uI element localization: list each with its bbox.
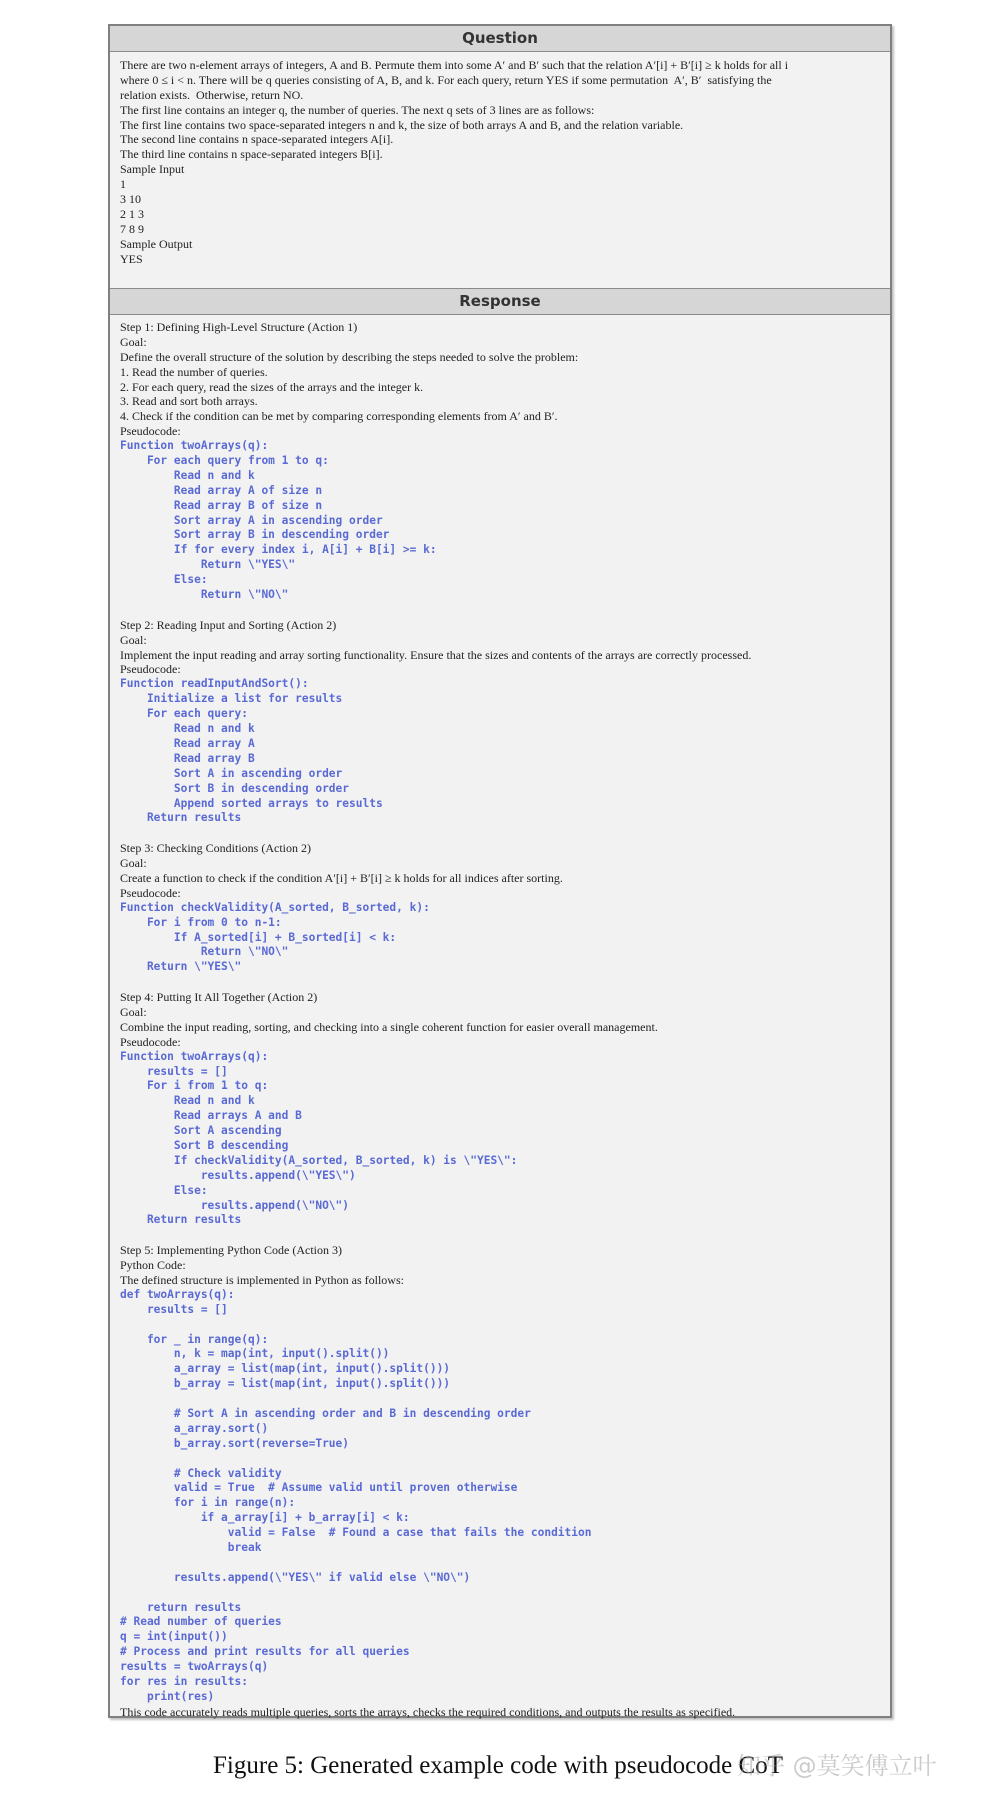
example-figure-box bbox=[108, 24, 892, 1718]
question-content bbox=[120, 58, 882, 266]
code-line: Read n and k bbox=[120, 722, 255, 736]
code-line: # Read number of queries bbox=[120, 1615, 282, 1629]
response-text-line: Goal: bbox=[120, 856, 147, 871]
code-line: Read array A of size n bbox=[120, 483, 323, 497]
blank-line bbox=[120, 826, 882, 841]
response-text-line: Step 4: Putting It All Together (Action 2) bbox=[120, 990, 318, 1005]
response-text-line: Python Code: bbox=[120, 1258, 186, 1273]
question-line: 1 bbox=[120, 177, 126, 192]
code-line: Return results bbox=[120, 1213, 242, 1227]
response-text-line: This code accurately reads multiple queries, sorts the arrays, checks the required conditions, and outputs the results as specified. bbox=[120, 1704, 736, 1719]
code-line: print(res) bbox=[120, 1689, 215, 1703]
question-line: The third line contains n space-separated integers B[i]. bbox=[120, 147, 383, 162]
code-line: Read n and k bbox=[120, 1094, 255, 1108]
question-line: The first line contains an integer q, the number of queries. The next q sets of 3 lines are as follows: bbox=[120, 102, 595, 117]
code-line: Return \"NO\" bbox=[120, 945, 289, 959]
response-text-line: Create a function to check if the condition A′[i] + B′[i] ≥ k holds for all indices after sorting. bbox=[120, 870, 563, 885]
code-line: break bbox=[120, 1541, 262, 1555]
code-line: q = int(input()) bbox=[120, 1630, 228, 1644]
code-line: Function twoArrays(q): bbox=[120, 439, 269, 453]
figure-caption: Figure 5: Generated example code with pseudocode CoT bbox=[213, 1752, 783, 1779]
response-header: Response bbox=[110, 288, 890, 315]
code-line: # Check validity bbox=[120, 1466, 282, 1480]
response-text-line: Step 1: Defining High-Level Structure (Action 1) bbox=[120, 320, 358, 334]
question-line: 3 10 bbox=[120, 192, 141, 207]
code-line: a_array.sort() bbox=[120, 1421, 269, 1435]
question-line: The first line contains two space-separated integers n and k, the size of both arrays A and B, and the relation variable. bbox=[120, 117, 684, 132]
response-text-line: Step 2: Reading Input and Sorting (Action 2) bbox=[120, 617, 337, 632]
code-line: Sort A ascending bbox=[120, 1124, 282, 1138]
code-line: If for every index i, A[i] + B[i] >= k: bbox=[120, 543, 437, 557]
code-line: Sort array A in ascending order bbox=[120, 513, 383, 527]
question-line: There are two n-element arrays of integers, A and B. Permute them into some A′ and B′ such that the relation A′[i] + B′[i] ≥ k holds for all i bbox=[120, 58, 789, 72]
response-text-line: Step 5: Implementing Python Code (Action 3) bbox=[120, 1243, 342, 1258]
question-line: relation exists. Otherwise, return NO. bbox=[120, 87, 304, 102]
question-line: 7 8 9 bbox=[120, 221, 144, 236]
blank-line bbox=[120, 975, 882, 990]
code-line: b_array.sort(reverse=True) bbox=[120, 1436, 350, 1450]
code-line: # Sort A in ascending order and B in descending order bbox=[120, 1407, 531, 1421]
code-line: Function readInputAndSort(): bbox=[120, 677, 309, 691]
code-line: If A_sorted[i] + B_sorted[i] < k: bbox=[120, 930, 397, 944]
blank-line bbox=[120, 1318, 882, 1333]
code-line: Return \"YES\" bbox=[120, 960, 242, 974]
question-line: 2 1 3 bbox=[120, 206, 144, 221]
blank-line bbox=[120, 1228, 882, 1243]
response-text-line: Goal: bbox=[120, 334, 147, 349]
response-text-line: 4. Check if the condition can be met by comparing corresponding elements from A′ and B′. bbox=[120, 409, 558, 424]
code-line: a_array = list(map(int, input().split())) bbox=[120, 1362, 451, 1376]
code-line: results.append(\"YES\") bbox=[120, 1168, 356, 1182]
code-line: for i in range(n): bbox=[120, 1496, 296, 1510]
response-text-line: Step 3: Checking Conditions (Action 2) bbox=[120, 841, 311, 856]
code-line: results = [] bbox=[120, 1064, 228, 1078]
code-line: for res in results: bbox=[120, 1675, 248, 1689]
response-text-line: Define the overall structure of the solution by describing the steps needed to solve the problem: bbox=[120, 349, 579, 364]
code-line: def twoArrays(q): bbox=[120, 1287, 235, 1301]
code-line: if a_array[i] + b_array[i] < k: bbox=[120, 1511, 410, 1525]
response-text-line: Pseudocode: bbox=[120, 1034, 181, 1049]
response-text-line: Pseudocode: bbox=[120, 885, 181, 900]
code-line: return results bbox=[120, 1600, 242, 1614]
code-line: Else: bbox=[120, 573, 208, 587]
response-text-line: 3. Read and sort both arrays. bbox=[120, 394, 258, 409]
question-line: Sample Input bbox=[120, 162, 185, 177]
code-line: Function twoArrays(q): bbox=[120, 1049, 269, 1063]
code-line: For i from 0 to n-1: bbox=[120, 915, 282, 929]
response-text-line: Combine the input reading, sorting, and checking into a single coherent function for easier overall management. bbox=[120, 1019, 658, 1034]
blank-line bbox=[120, 1556, 882, 1571]
blank-line bbox=[120, 1392, 882, 1407]
code-line: Sort A in ascending order bbox=[120, 766, 343, 780]
blank-line bbox=[120, 603, 882, 618]
watermark: 知乎 @莫笑傅立叶 bbox=[737, 1752, 937, 1780]
question-line: The second line contains n space-separated integers A[i]. bbox=[120, 132, 394, 147]
response-text-line: The defined structure is implemented in Python as follows: bbox=[120, 1273, 404, 1287]
code-line: results.append(\"NO\") bbox=[120, 1198, 350, 1212]
question-line: YES bbox=[120, 251, 143, 266]
blank-line bbox=[120, 1452, 882, 1467]
question-header: Question bbox=[110, 26, 890, 52]
response-text-line: Goal: bbox=[120, 1004, 147, 1019]
question-line: where 0 ≤ i < n. There will be q queries consisting of A, B, and k. For each query, return YES if some permutation A′, B′ satisfying the bbox=[120, 72, 772, 87]
code-line: Read array B bbox=[120, 751, 255, 765]
code-line: For each query: bbox=[120, 707, 248, 721]
response-content bbox=[120, 320, 882, 1720]
code-line: # Process and print results for all queries bbox=[120, 1645, 410, 1659]
code-line: For each query from 1 to q: bbox=[120, 454, 329, 468]
code-line: for _ in range(q): bbox=[120, 1332, 269, 1346]
code-line: Return \"NO\" bbox=[120, 588, 289, 602]
code-line: Else: bbox=[120, 1183, 208, 1197]
code-line: Read arrays A and B bbox=[120, 1109, 302, 1123]
response-text-line: Pseudocode: bbox=[120, 424, 181, 439]
code-line: Function checkValidity(A_sorted, B_sorted, k): bbox=[120, 900, 430, 914]
code-line: valid = False # Found a case that fails the condition bbox=[120, 1526, 592, 1540]
code-line: For i from 1 to q: bbox=[120, 1079, 269, 1093]
code-line: If checkValidity(A_sorted, B_sorted, k) is \"YES\": bbox=[120, 1153, 518, 1167]
code-line: results = [] bbox=[120, 1302, 228, 1316]
blank-line bbox=[120, 1586, 882, 1601]
code-line: Append sorted arrays to results bbox=[120, 796, 383, 810]
code-line: b_array = list(map(int, input().split())) bbox=[120, 1377, 451, 1391]
code-line: results.append(\"YES\" if valid else \"NO\") bbox=[120, 1570, 471, 1584]
response-text-line: Implement the input reading and array sorting functionality. Ensure that the sizes and contents of the arrays are correctly processed. bbox=[120, 647, 752, 662]
code-line: Read array A bbox=[120, 736, 255, 750]
response-text-line: 1. Read the number of queries. bbox=[120, 364, 268, 379]
response-text-line: 2. For each query, read the sizes of the arrays and the integer k. bbox=[120, 379, 424, 394]
code-line: n, k = map(int, input().split()) bbox=[120, 1347, 390, 1361]
code-line: Sort array B in descending order bbox=[120, 528, 390, 542]
code-line: Read n and k bbox=[120, 468, 255, 482]
code-line: Sort B in descending order bbox=[120, 781, 350, 795]
code-line: Return \"YES\" bbox=[120, 558, 296, 572]
code-line: results = twoArrays(q) bbox=[120, 1660, 269, 1674]
response-text-line: Goal: bbox=[120, 632, 147, 647]
code-line: Sort B descending bbox=[120, 1138, 289, 1152]
code-line: valid = True # Assume valid until proven otherwise bbox=[120, 1481, 518, 1495]
question-line: Sample Output bbox=[120, 236, 193, 251]
code-line: Return results bbox=[120, 811, 242, 825]
response-text-line: Pseudocode: bbox=[120, 662, 181, 677]
code-line: Read array B of size n bbox=[120, 498, 323, 512]
code-line: Initialize a list for results bbox=[120, 692, 343, 706]
